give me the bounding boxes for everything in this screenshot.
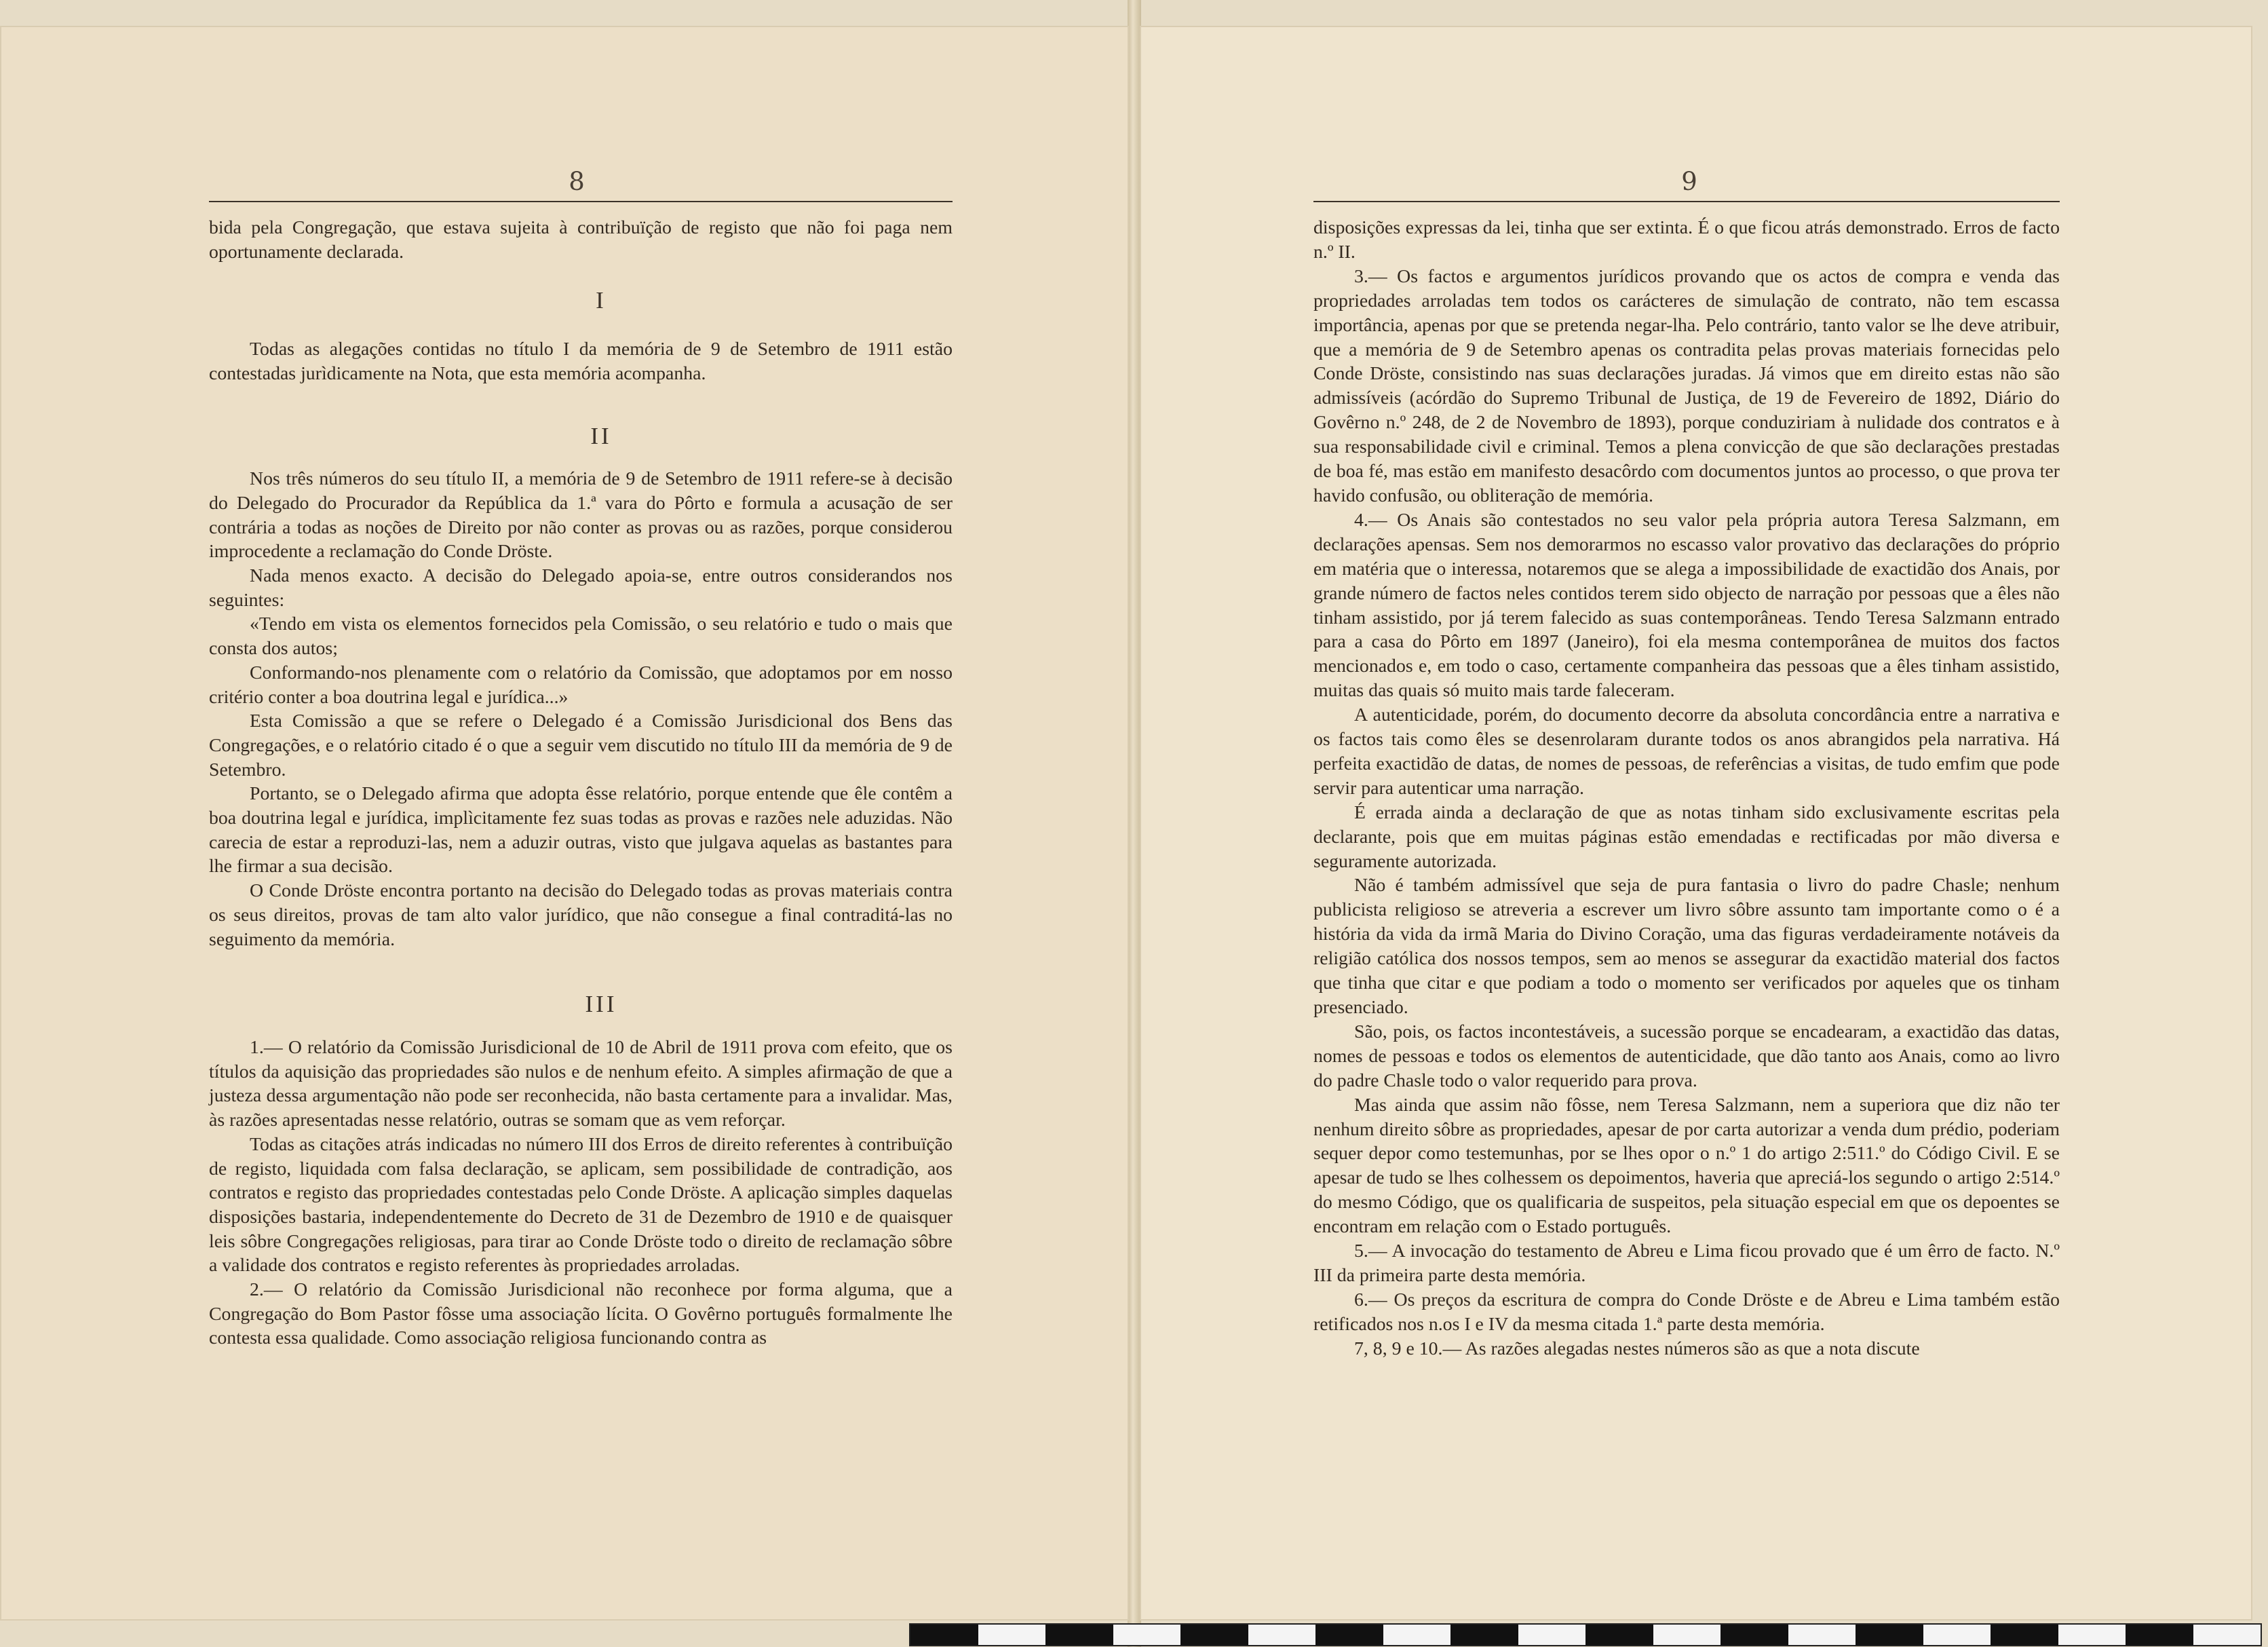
paragraph: Nos três números do seu título II, a memória de 9 de Setembro de 1911 refere-se à decisão do Delegado do Procurador da República da 1.ª vara do Pôrto e formula a acusação de ser contrária a todas as noções de Direito por não conter as provas ou as razões, porque considerou improcedente a reclamação do Conde Dröste. <box>209 468 953 563</box>
paragraph: São, pois, os factos incontestáveis, a sucessão porque se encadearam, a exactidão das datas, nomes de pessoas e todos os elementos de autenticidade, que dão tanto aos Anais, como ao livro do padre Chasle todo o valor requerido para prova. <box>1313 1021 2060 1091</box>
paragraph: Nada menos exacto. A decisão do Delegado apoia-se, entre outros considerandos nos seguintes: <box>209 565 953 611</box>
paragraph: 2.— O relatório da Comissão Jurisdicional não reconhece por forma alguma, que a Congregação do Bom Pastor fôsse uma associação lícita. O Govêrno português formalmente lhe contesta essa qualidade. Como associação religiosa funcionando contra as <box>209 1279 953 1349</box>
header-rule-right <box>1313 201 2060 202</box>
left-page-body <box>209 216 953 1350</box>
paragraph: Mas ainda que assim não fôsse, nem Teresa Salzmann, nem a superiora que diz não ter nenhum direito sôbre as propriedades, apesar de por carta autorizar a venda dum prédio, poderiam sequer depor como testemunhas, por se lhes opor o n.º 1 do artigo 2:511.º do Código Civil. E se apesar de tudo se lhes colhessem os depoimentos, haveria que apreciá-los segundo o artigo 2:514.º do mesmo Código, que os qualificaria de suspeitos, pela situação especial em que os depoentes se encontram em relação com o Estado português. <box>1313 1094 2060 1238</box>
section-heading-2: II <box>590 422 612 449</box>
page-number-right: 9 <box>1681 167 1697 196</box>
paragraph: Portanto, se o Delegado afirma que adopta êsse relatório, porque entende que êle contêm a boa doutrina legal e jurídica, implìcitamente fez suas todas as provas e razões nele aduzidas. Não carecia de estar a reproduzi-las, nem a aduzir outras, visto que julgava aquelas as bastantes para lhe firmar a sua decisão. <box>209 783 953 877</box>
paragraph: 6.— Os preços da escritura de compra do Conde Dröste e de Abreu e Lima também estão retificados nos n.os I e IV da mesma citada 1.ª parte desta memória. <box>1313 1289 2060 1335</box>
paragraph: 7, 8, 9 e 10.— As razões alegadas nestes números são as que a nota discute <box>1354 1338 1920 1359</box>
paragraph: disposições expressas da lei, tinha que ser extinta. É o que ficou atrás demonstrado. Erros de facto n.º II. <box>1313 217 2060 263</box>
paragraph: 5.— A invocação do testamento de Abreu e Lima ficou provado que é um êrro de facto. N.º III da primeira parte desta memória. <box>1313 1241 2060 1286</box>
section-heading-1: I <box>596 287 607 314</box>
paragraph: O Conde Dröste encontra portanto na decisão do Delegado todas as provas materiais contra os seus direitos, provas de tam alto valor jurídico, que não consegue a final contraditá-las no seguimento da memória. <box>209 880 953 950</box>
left-page <box>0 26 1129 1621</box>
paragraph: 4.— Os Anais são contestados no seu valor pela própria autora Teresa Salzmann, em declarações apensas. Sem nos demorarmos no escasso valor provativo das declarações do próprio em matéria que o interessa, notaremos que se alega a impossibilidade de exactidão dos Anais, por grande número de factos neles contidos terem sido objecto de narração por pessoas que a êles não tinham assistido, por já terem falecido as suas contemporâneas. Tendo Teresa Salzmann entrado para a casa do Pôrto em 1897 (Janeiro), foi ela mesma contemporânea de muitos dos factos mencionados e, em todo o caso, certamente companheira das pessoas que a êles tinham assistido, muitas das quais só muito mais tarde faleceram. <box>1313 509 2060 702</box>
paragraph: Não é também admissível que seja de pura fantasia o livro do padre Chasle; nenhum publicista religioso se atreveria a escrever um livro sôbre assunto tam importante como o é a história da vida da irmã Maria do Divino Coração, uma das figuras verdadeiramente notáveis da religião católica dos nossos tempos, sem ao menos se assegurar da exactidão material dos factos que tinha que citar e que podiam a todo o momento ser verificados por aqueles que os tinham presenciado. <box>1313 875 2060 1018</box>
color-calibration-scale <box>909 1623 2262 1646</box>
header-rule-left <box>209 201 953 202</box>
intro-paragraph: bida pela Congregação, que estava sujeita à contribuïção de registo que não foi paga nem oportunamente declarada. <box>209 217 953 263</box>
quote-paragraph: «Tendo em vista os elementos fornecidos pela Comissão, o seu relatório e tudo o mais que consta dos autos; <box>209 613 953 660</box>
paragraph: Todas as citações atrás indicadas no número III dos Erros de direito referentes à contribuïção de registo, liquidada com falsa declaração, se aplicam, sem possibilidade de contradição, aos contratos e registo das propriedades contestadas pelo Conde Dröste. A aplicação simples daquelas disposições bastaria, independentemente do Decreto de 31 de Dezembro de 1910 e de quaisquer leis sôbre Congregações religiosas, para tirar ao Conde Dröste todo o direito de reclamação sôbre a validade dos contratos e registo referentes às propriedades arroladas. <box>209 1133 953 1276</box>
paragraph: Todas as alegações contidas no título I da memória de 9 de Setembro de 1911 estão contestadas jurìdicamente na Nota, que esta memória acompanha. <box>209 339 953 384</box>
right-page-body <box>1313 216 2060 1361</box>
paragraph: 1.— O relatório da Comissão Jurisdicional de 10 de Abril de 1911 prova com efeito, que os títulos da aquisição das propriedades são nulos e de nenhum efeito. A simples afirmação de que a justeza dessa argumentação não pode ser reconhecida, não basta certamente para a invalidar. Mas, às razões apresentadas nesse relatório, outras se somam que as vem reforçar. <box>209 1036 953 1131</box>
book-gutter <box>1128 0 1141 1647</box>
page-number-left: 8 <box>569 167 585 196</box>
section-heading-3: III <box>585 991 617 1018</box>
paragraph: A autenticidade, porém, do documento decorre da absoluta concordância entre a narrativa e os factos tais como êles se desenrolaram durante todos os anos abrangidos pela narrativa. Há perfeita exactidão de datas, de nomes de pessoas, de referências a visitas, de tudo emfim que pode servir para autenticar uma narração. <box>1313 704 2060 799</box>
paragraph: Esta Comissão a que se refere o Delegado é a Comissão Jurisdicional dos Bens das Congregações, e o relatório citado é o que a seguir vem discutido no título III da memória de 9 de Setembro. <box>209 711 953 780</box>
right-page <box>1140 26 2252 1621</box>
paragraph: É errada ainda a declaração de que as notas tinham sido exclusivamente escritas pela declarante, pois que em muitas páginas estão emendadas e rectificadas por mão diversa e seguramente autorizada. <box>1313 801 2060 872</box>
paragraph: 3.— Os factos e argumentos jurídicos provando que os actos de compra e venda das propriedades arroladas tem todos os carácteres de simulação de contrato, não tem escassa importância, apenas por que se pretenda negar-lha. Pelo contrário, tanto valor se lhe deve atribuir, que a memória de 9 de Setembro apenas os contradita pelas provas materiais fornecidas pelo Conde Dröste, consistindo nas suas declarações juradas. Já vimos que em direito estas não são admissíveis (acórdão do Supremo Tribunal de Justiça, de 19 de Fevereiro de 1892, Diário do Govêrno n.º 248, de 2 de Novembro de 1893), porque conduziriam à nulidade dos contratos e à sua responsabilidade civil e criminal. Temos a plena convicção de que são declarações prestadas de boa fé, mas estão em manifesto desacôrdo com documentos juntos ao processo, o que prova ter havido confusão, ou obliteração de memória. <box>1313 265 2060 506</box>
quote-paragraph: Conformando-nos plenamente com o relatório da Comissão, que adoptamos por em nosso critério conter a boa doutrina legal e jurídica...» <box>209 662 953 708</box>
